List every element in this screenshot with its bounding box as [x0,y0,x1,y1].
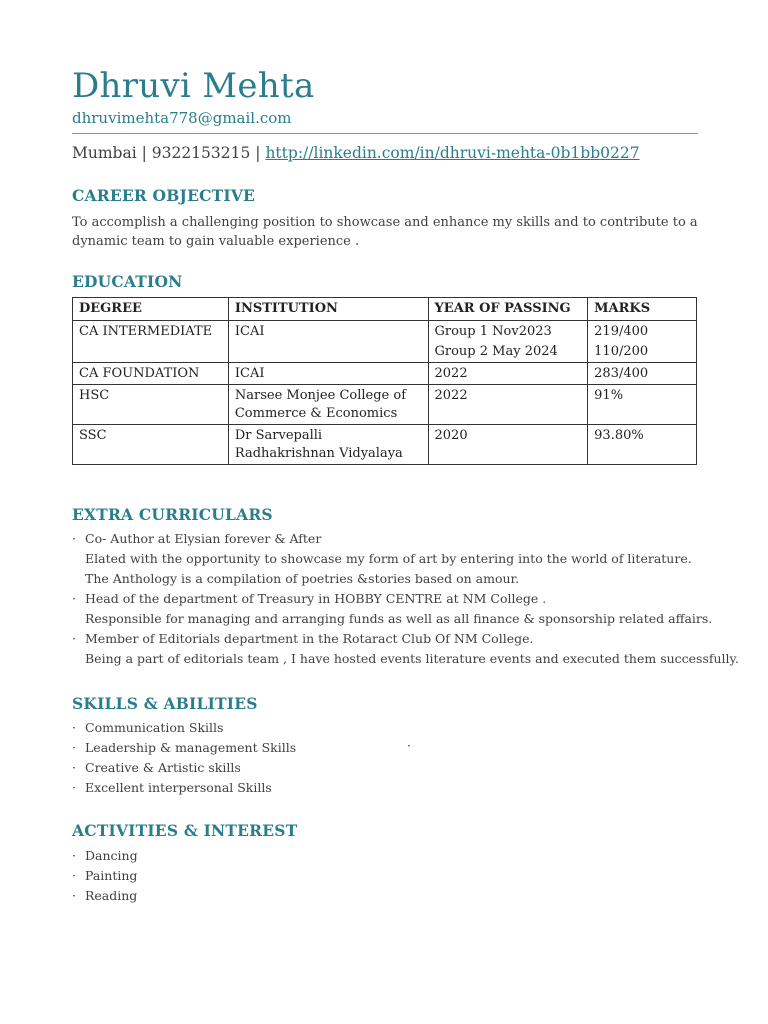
list-item [72,778,712,798]
table-row [73,385,697,425]
marks-line: 219/400 [594,324,649,339]
list-item [72,846,712,866]
activities-heading: ACTIVITIES & INTEREST [72,821,298,840]
list-item [72,866,712,886]
activity-label: Dancing [85,848,138,863]
education-heading: EDUCATION [72,272,183,291]
list-item [72,589,712,629]
degree-cell: CA FOUNDATION [73,363,229,385]
column-header-degree: DEGREE [73,298,229,321]
bullet-icon: · [72,848,76,863]
skill-label: Creative & Artistic skills [85,760,241,775]
institution-cell: Dr Sarvepalli Radhakrishnan Vidyalaya [228,425,428,465]
table-row [73,321,697,363]
table-row [73,363,697,385]
marks-line: 110/200 [594,344,649,359]
year-cell [428,321,588,363]
list-item [72,629,739,669]
bullet-icon: · [72,531,76,546]
bullet-icon: · [72,760,76,775]
education-table [72,297,697,465]
extra-curriculars-heading: EXTRA CURRICULARS [72,505,273,524]
career-objective-heading: CAREER OBJECTIVE [72,186,256,205]
degree-cell: SSC [73,425,229,465]
year-line: Group 2 May 2024 [434,344,558,359]
skill-label: Excellent interpersonal Skills [85,780,272,795]
stray-mark: · [407,738,411,753]
marks-cell: 93.80% [588,425,697,465]
list-item [72,529,712,589]
column-header-institution: INSTITUTION [228,298,428,321]
list-item [72,738,712,758]
activities-list [72,846,712,906]
bullet-icon: · [72,780,76,795]
bullet-icon: · [72,720,76,735]
year-cell: 2022 [428,385,588,425]
table-row [73,425,697,465]
activity-label: Painting [85,868,138,883]
bullet-icon: · [72,631,76,646]
linkedin-link[interactable]: http://linkedin.com/in/dhruvi-mehta-0b1bb0227 [265,144,640,162]
year-line: Group 1 Nov2023 [434,324,552,339]
marks-cell [588,321,697,363]
column-header-year: YEAR OF PASSING [428,298,588,321]
column-header-marks: MARKS [588,298,697,321]
bullet-icon: · [72,868,76,883]
marks-cell: 283/400 [588,363,697,385]
table-header-row [73,298,697,321]
skills-heading: SKILLS & ABILITIES [72,694,258,713]
list-item [72,886,712,906]
career-objective-text: To accomplish a challenging position to showcase and enhance my skills and to contribute to a dynamic team to gain valuable experience . [72,215,698,249]
skills-list [72,718,712,798]
bullet-icon: · [72,888,76,903]
institution-cell: ICAI [228,321,428,363]
degree-cell: CA INTERMEDIATE [73,321,229,363]
institution-cell: Narsee Monjee College of Commerce & Economics [228,385,428,425]
bullet-icon: · [72,591,76,606]
activity-title: Member of Editorials department in the Rotaract Club Of NM College. [85,631,534,646]
activity-detail: Responsible for managing and arranging funds as well as all finance & sponsorship related affairs. [85,611,713,626]
skill-label: Communication Skills [85,720,224,735]
activity-title: Head of the department of Treasury in HOBBY CENTRE at NM College . [85,591,547,606]
year-cell: 2020 [428,425,588,465]
list-item [72,758,712,778]
activity-detail: Being a part of editorials team , I have hosted events literature events and executed them successfully. [85,651,739,666]
contact-line [72,144,640,162]
year-cell: 2022 [428,363,588,385]
email-address[interactable]: dhruvimehta778@gmail.com [72,109,292,127]
degree-cell: HSC [73,385,229,425]
candidate-name: Dhruvi Mehta [72,66,315,106]
marks-cell: 91% [588,385,697,425]
contact-location-phone: Mumbai | 9322153215 | [72,144,266,162]
bullet-icon: · [72,740,76,755]
header-divider [72,133,698,134]
activity-label: Reading [85,888,138,903]
extra-curriculars-list [72,529,739,669]
activity-detail: Elated with the opportunity to showcase my form of art by entering into the world of literature. [85,551,692,566]
activity-detail: The Anthology is a compilation of poetries &stories based on amour. [85,571,520,586]
activity-title: Co- Author at Elysian forever & After [85,531,322,546]
list-item [72,718,712,738]
institution-cell: ICAI [228,363,428,385]
skill-label: Leadership & management Skills [85,740,297,755]
